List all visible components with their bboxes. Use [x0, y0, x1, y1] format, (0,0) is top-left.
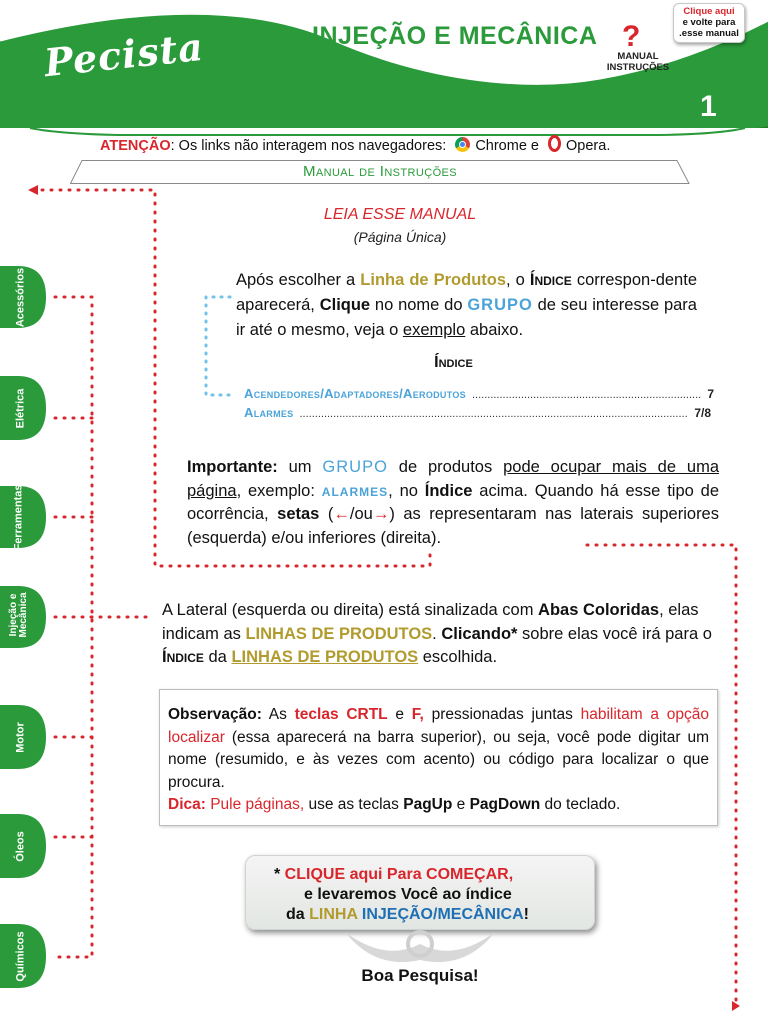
text: As: [261, 706, 295, 723]
observation-label: Observação:: [168, 706, 262, 723]
index-row-leader: [472, 389, 701, 401]
keys-ctrl: teclas CRTL: [294, 706, 388, 723]
index-title: Índice: [434, 354, 473, 371]
page-number: 1: [700, 90, 717, 123]
group-term: GRUPO: [322, 458, 388, 476]
product-line-title: INJEÇÃO E MECÂNICA: [312, 22, 598, 50]
index-term: Índice: [529, 271, 572, 289]
read-manual-title: LEIA ESSE MANUAL: [323, 206, 477, 223]
start-button-line-2: e levaremos Você ao índice: [304, 886, 512, 903]
text: , elas indicam as: [162, 601, 699, 643]
tab-label: Motor: [14, 722, 27, 753]
alarmes-example: alarmes: [321, 481, 389, 500]
index-row-page: 7/8: [694, 406, 711, 420]
text: escolhida.: [418, 648, 498, 666]
text: acima. Quando há esse tipo de ocorrência,: [187, 481, 719, 523]
tab-label: Químicos: [14, 931, 27, 982]
question-mark-icon[interactable]: ?: [622, 20, 641, 53]
lateral-paragraph: [162, 599, 720, 670]
text: sobre elas você irá para o: [517, 624, 712, 643]
text: e: [387, 706, 412, 723]
key-pageup: PagUp: [403, 796, 453, 813]
group-term: GRUPO: [467, 296, 533, 314]
text: A Lateral (esquerda ou direita) está sinalizada com: [162, 601, 539, 619]
text: da: [286, 906, 310, 923]
text: abaixo.: [465, 321, 524, 339]
text: e: [452, 796, 470, 813]
text: do teclado.: [540, 796, 621, 813]
important-label: Importante:: [187, 458, 278, 476]
text: /ou: [349, 505, 373, 523]
text: um: [277, 458, 323, 476]
underlined-text: pode ocupar mais de uma página: [187, 458, 719, 500]
observation-text: [168, 704, 709, 817]
index-term: Índice: [162, 648, 204, 666]
tab-motor[interactable]: [0, 705, 48, 769]
index-row[interactable]: [244, 386, 714, 401]
arrow-right-icon: →: [372, 505, 390, 523]
index-term: Índice: [424, 481, 473, 500]
example-link[interactable]: exemplo: [402, 321, 466, 339]
tab-eletrica[interactable]: [0, 376, 48, 440]
key-pagedown: PagDown: [469, 796, 541, 813]
closing-message: Boa Pesquisa!: [361, 966, 479, 985]
back-link-line-2: e volte para: [682, 17, 736, 28]
text: correspon-dente aparecerá,: [236, 271, 697, 314]
index-row-leader: [300, 408, 689, 420]
tab-label: Elétrica: [14, 388, 27, 429]
browser-opera: Opera.: [566, 138, 611, 154]
attention-text: : Os links não interagem nos navegadores:: [170, 138, 447, 154]
start-button[interactable]: [245, 855, 595, 930]
arrow-left-icon: ←: [333, 505, 350, 523]
category-term: INJEÇÃO/MECÂNICA: [361, 906, 524, 923]
text: (essa aparecerá na barra superior), ou seja, você pode digitar um nome (resumido, e às vezes com acento) ou código para localizar o que procura.: [168, 728, 709, 791]
browser-chrome: Chrome e: [475, 138, 539, 154]
tab-label: Óleos: [14, 831, 27, 862]
text: .: [432, 624, 442, 643]
brand-logo: Pecista: [42, 23, 206, 86]
click-term: Clique: [319, 296, 371, 314]
tab-ferramentas[interactable]: [0, 486, 48, 550]
key-f: F,: [411, 706, 424, 723]
text: , no: [388, 481, 425, 500]
start-button-cta: CLIQUE aqui Para COMEÇAR,: [284, 866, 514, 883]
find-option-text: habilitam a opção localizar: [168, 706, 709, 746]
index-row-page: 7: [707, 387, 714, 401]
index-row-name[interactable]: Alarmes: [244, 405, 294, 420]
text: , o: [506, 271, 530, 289]
index-row-name[interactable]: Acendedores/Adaptadores/Aerodutos: [244, 386, 466, 401]
start-button-line-1: [274, 864, 513, 885]
opera-icon: [548, 135, 561, 152]
text: !: [523, 906, 529, 923]
intro-paragraph: [236, 268, 697, 343]
attention-label: ATENÇÃO: [100, 138, 171, 154]
manual-title: Manual de Instruções: [302, 163, 458, 180]
product-lines-term: LINHAS DE PRODUTOS: [245, 624, 433, 643]
single-page-note: (Página Única): [353, 229, 447, 245]
line-term: LINHA: [309, 906, 358, 923]
text: Após escolher a: [236, 271, 361, 289]
back-link-line-3: .esse manual: [679, 28, 739, 39]
tab-oleos[interactable]: [0, 814, 48, 878]
decorative-emblem-icon: [335, 922, 505, 970]
back-link-line-1: Clique aqui: [683, 6, 735, 17]
clicking-term: Clicando*: [441, 624, 518, 643]
attention-notice: [100, 135, 610, 154]
text: pressionadas juntas: [423, 706, 581, 723]
important-paragraph: [187, 456, 719, 550]
text: use as teclas: [304, 796, 404, 813]
colored-tabs-term: Abas Coloridas: [538, 601, 660, 619]
product-lines-link: LINHAS DE PRODUTOS: [231, 648, 419, 666]
text: no nome do: [370, 296, 468, 314]
text: de produtos: [387, 458, 504, 476]
text: da: [203, 648, 232, 666]
chrome-icon: [455, 137, 470, 152]
arrows-term: setas: [277, 505, 320, 523]
text: de seu interesse para ir até o mesmo, veja o: [236, 296, 697, 339]
star-mark: *: [274, 866, 285, 883]
back-to-manual-button[interactable]: [673, 3, 745, 43]
tip-label: Dica:: [168, 796, 206, 813]
manual-instructions-link[interactable]: [600, 51, 676, 73]
manual-label-2: INSTRUÇÕES: [606, 62, 670, 73]
index-row[interactable]: [244, 405, 711, 420]
tab-label: Injeção e Mecânica: [8, 592, 29, 638]
tip-highlight: Pule páginas,: [205, 796, 305, 813]
tab-label: Ferramentas: [12, 484, 25, 551]
tab-injecao-mecanica[interactable]: [0, 586, 48, 650]
product-line-term: Linha de Produtos: [360, 271, 507, 289]
manual-label-1: MANUAL: [617, 51, 659, 62]
text: , exemplo:: [236, 481, 322, 500]
tab-label: Acessórios: [14, 267, 27, 328]
text: (: [319, 505, 334, 523]
tab-quimicos[interactable]: [0, 924, 48, 988]
tab-acessorios[interactable]: [0, 266, 48, 330]
text: ) as representaram nas laterais superiores (esquerda) e/ou inferiores (direita).: [187, 505, 719, 547]
